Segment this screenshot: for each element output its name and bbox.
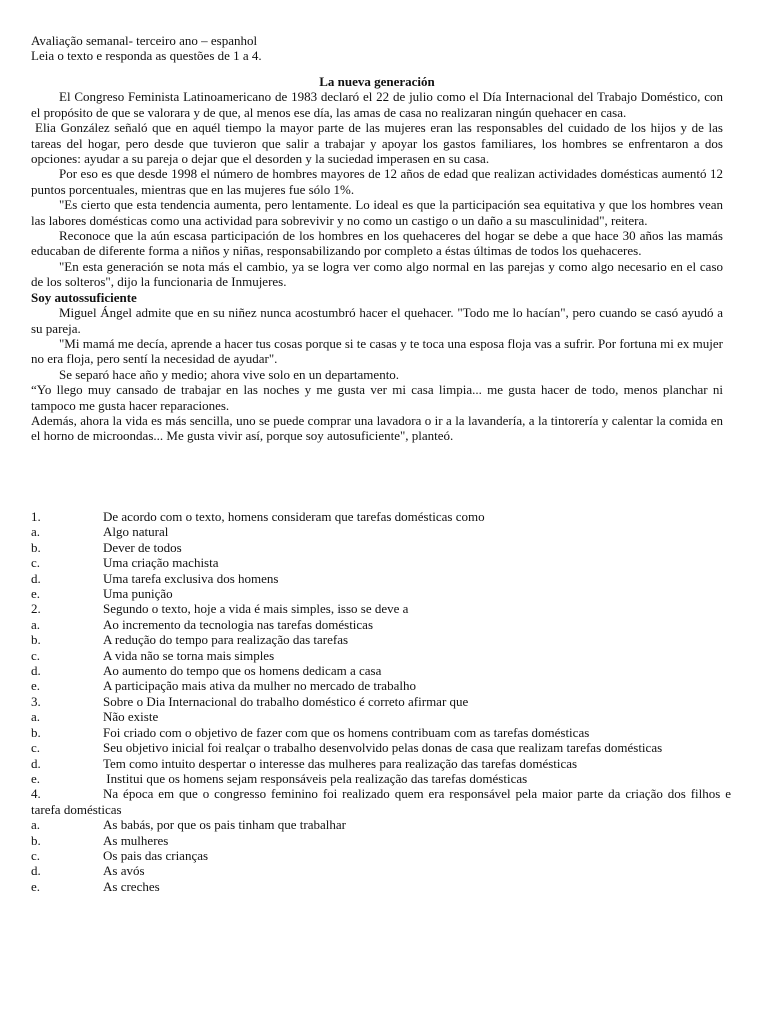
question-number: 2.: [31, 601, 41, 617]
option-letter: c.: [31, 647, 41, 663]
answer-option[interactable]: [31, 863, 731, 878]
answer-option[interactable]: [31, 709, 731, 724]
header-title: Avaliação semanal- terceiro ano – espanhol: [31, 33, 258, 48]
question-text: Na época em que o congresso feminino foi realizado quem era responsável pela maior parte da criação dos filhos e tarefa domésticas: [31, 786, 731, 817]
option-letter: d.: [31, 570, 41, 586]
article-title: La nueva generación: [319, 74, 435, 89]
option-letter: b.: [31, 539, 41, 555]
option-letter: c.: [31, 740, 41, 756]
option-letter: c.: [31, 555, 41, 571]
option-text: Dever de todos: [103, 539, 182, 555]
answer-option[interactable]: [31, 586, 731, 601]
option-letter: b.: [31, 832, 41, 848]
answer-option[interactable]: [31, 678, 731, 693]
option-letter: e.: [31, 770, 41, 786]
article: [31, 74, 723, 444]
question-text: De acordo com o texto, homens consideram que tarefas domésticas como: [103, 509, 485, 524]
article-paragraph: "Mi mamá me decía, aprende a hacer tus cosas porque si te casas y te toca una esposa floja vas a sufrir. Por fortuna mi ex mujer no era floja, pero sentí la necesidad de ayudar".: [31, 335, 723, 367]
option-letter: c.: [31, 847, 41, 863]
question-1: [31, 509, 731, 524]
option-letter: e.: [31, 586, 41, 602]
article-paragraph: Además, ahora la vida es más sencilla, uno se puede comprar una lavadora o ir a la lavandería, a la tintorería y calentar la comida en el horno de microondas... Me gusta vivir así, porque soy autosuficiente", planteó.: [31, 412, 723, 444]
question-list: [31, 509, 731, 894]
question-2: [31, 601, 731, 616]
option-text: Uma criação machista: [103, 555, 219, 571]
answer-option[interactable]: [31, 571, 731, 586]
document-header: [31, 33, 731, 64]
option-text: A vida não se torna mais simples: [103, 647, 275, 663]
option-letter: a.: [31, 817, 41, 833]
option-text: A redução do tempo para realização das tarefas: [103, 632, 349, 648]
answer-option[interactable]: [31, 848, 731, 863]
answer-option[interactable]: [31, 617, 731, 632]
option-text: Não existe: [103, 709, 159, 725]
article-paragraph: "En esta generación se nota más el cambio, ya se logra ver como algo normal en las parejas y como algo necesario en el caso de los solteros", dijo la funcionaria de Inmujeres.: [31, 258, 723, 290]
option-letter: a.: [31, 524, 41, 540]
option-letter: b.: [31, 632, 41, 648]
question-number: 4.: [31, 786, 41, 802]
question-number: 1.: [31, 509, 41, 524]
option-letter: d.: [31, 755, 41, 771]
option-letter: b.: [31, 724, 41, 740]
answer-option[interactable]: [31, 756, 731, 771]
answer-option[interactable]: [31, 771, 731, 786]
answer-option[interactable]: [31, 817, 731, 832]
option-text: As mulheres: [103, 832, 169, 848]
option-text: Ao incremento da tecnologia nas tarefas domésticas: [103, 616, 374, 632]
option-text: As avós: [103, 863, 145, 879]
article-paragraph: El Congreso Feminista Latinoamericano de 1983 declaró el 22 de julio como el Día Internacional del Trabajo Doméstico, con el propósito de que se valorara y de que, al menos ese día, las amas de casa no realizaran ningún quehacer en casa.: [31, 89, 723, 120]
option-letter: d.: [31, 863, 41, 879]
answer-option[interactable]: [31, 725, 731, 740]
option-text: Seu objetivo inicial foi realçar o trabalho desenvolvido pelas donas de casa que realizam tarefas domésticas: [103, 740, 663, 756]
answer-option[interactable]: [31, 648, 731, 663]
option-text: As babás, por que os pais tinham que trabalhar: [103, 817, 346, 833]
option-text: Tem como intuito despertar o interesse das mulheres para realização das tarefas domésticas: [103, 755, 578, 771]
option-letter: a.: [31, 709, 41, 725]
option-text: A participação mais ativa da mulher no mercado de trabalho: [103, 678, 416, 694]
option-text: Os pais das crianças: [103, 847, 209, 863]
question-4: [31, 786, 731, 817]
answer-option[interactable]: [31, 663, 731, 678]
answer-option[interactable]: [31, 555, 731, 570]
option-letter: e.: [31, 878, 41, 894]
option-text: Institui que os homens sejam responsáveis pela realização das tarefas domésticas: [103, 770, 528, 786]
answer-option[interactable]: [31, 540, 731, 555]
article-paragraph: Miguel Ángel admite que en su niñez nunca acostumbró hacer el quehacer. "Todo me lo hacían", pero cuando se casó ayudó a su pareja.: [31, 305, 723, 336]
question-text: Segundo o texto, hoje a vida é mais simples, isso se deve a: [103, 601, 409, 617]
article-paragraph: “Yo llego muy cansado de trabajar en las noches y me gusta ver mi casa limpia... me gusta hacer de todo, menos planchar ni tampoco me gusta hacer reparaciones.: [31, 382, 723, 413]
question-number: 3.: [31, 693, 41, 709]
article-paragraph: Por eso es que desde 1998 el número de hombres mayores de 12 años de edad que realizan actividades domésticas aumentó 12 puntos porcentuales, mientras que en las mujeres fue sólo 1%.: [31, 166, 723, 197]
option-letter: e.: [31, 678, 41, 694]
option-text: Uma tarefa exclusiva dos homens: [103, 570, 279, 586]
option-text: Algo natural: [103, 524, 169, 540]
article-subtitle: Soy autossuficiente: [31, 289, 137, 305]
article-paragraph: Reconoce que la aún escasa participación de los hombres en los quehaceres del hogar se debe a que hace 30 años las mamás educaban de diferente forma a niños y niñas, responsabilizando por completo a éstas últimas de todos los quehaceres.: [31, 228, 723, 259]
option-letter: d.: [31, 663, 41, 679]
article-paragraph: "Es cierto que esta tendencia aumenta, pero lentamente. Lo ideal es que la participación sea equitativa y que los hombres vean las labores domésticas como una actividad para sobrevivir y no como un castigo o un daño a su masculinidad", reitera.: [31, 197, 723, 228]
answer-option[interactable]: [31, 879, 731, 894]
question-text: Sobre o Dia Internacional do trabalho doméstico é correto afirmar que: [103, 693, 469, 709]
header-instructions: Leia o texto e responda as questões de 1 a 4.: [31, 48, 262, 64]
answer-option[interactable]: [31, 632, 731, 647]
question-3: [31, 694, 731, 709]
answer-option[interactable]: [31, 740, 731, 755]
option-letter: a.: [31, 616, 41, 632]
option-text: Ao aumento do tempo que os homens dedicam a casa: [103, 663, 382, 679]
option-text: As creches: [103, 878, 160, 894]
option-text: Foi criado com o objetivo de fazer com que os homens contribuam com as tarefas domésticas: [103, 724, 590, 740]
answer-option[interactable]: [31, 833, 731, 848]
option-text: Uma punição: [103, 586, 173, 602]
article-paragraph: Elia González señaló que en aquél tiempo la mayor parte de las mujeres eran las responsables del cuidado de los hijos y de las tareas del hogar, pero desde que tuvieron que salir a trabajar y apoyar los gastos familiares, los hombres se enfrentaron a dos opciones: ayudar a su pareja o dejar que el desorden y la suciedad imperasen en su casa.: [31, 120, 723, 167]
answer-option[interactable]: [31, 524, 731, 539]
article-paragraph: Se separó hace año y medio; ahora vive solo en un departamento.: [59, 366, 400, 382]
